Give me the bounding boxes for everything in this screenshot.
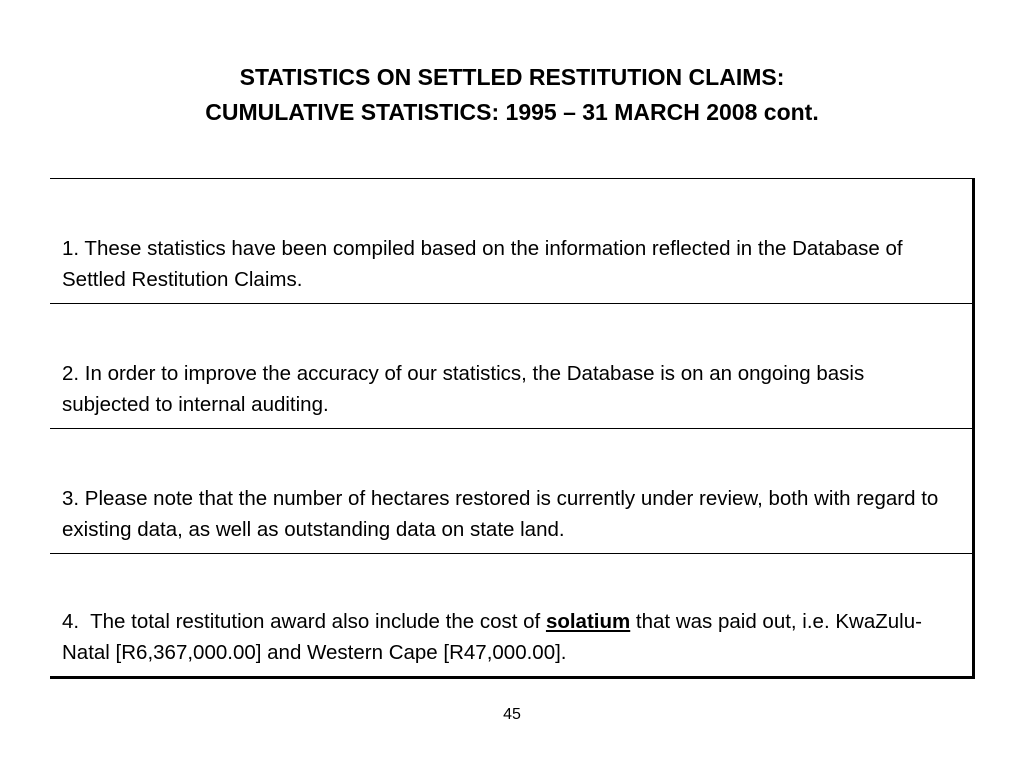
title-line-2: CUMULATIVE STATISTICS: 1995 – 31 MARCH 2008 cont. <box>205 99 819 125</box>
note-4-text-before: 4. The total restitution award also include the cost of <box>62 610 546 633</box>
slide-title <box>0 60 1024 130</box>
title-line-1: STATISTICS ON SETTLED RESTITUTION CLAIMS: <box>239 64 785 90</box>
note-row-2 <box>50 304 972 429</box>
note-text-2: 2. In order to improve the accuracy of our statistics, the Database is on an ongoing basis subjected to internal auditing. <box>62 362 865 416</box>
note-text-4 <box>62 606 952 668</box>
page-number: 45 <box>503 706 521 723</box>
note-text-3: 3. Please note that the number of hectares restored is currently under review, both with regard to existing data, as well as outstanding data on state land. <box>62 487 939 541</box>
notes-table <box>50 178 975 679</box>
note-row-3 <box>50 429 972 554</box>
solatium-emphasis: solatium <box>545 610 631 633</box>
note-text-1: 1. These statistics have been compiled based on the information reflected in the Database of Settled Restitution Claims. <box>62 237 903 291</box>
note-row-1 <box>50 179 972 304</box>
note-row-4 <box>50 554 972 679</box>
note-4-text-after: that was paid out, i.e. KwaZulu-Natal [R6,367,000.00] and Western Cape [R47,000.00]. <box>62 610 922 664</box>
